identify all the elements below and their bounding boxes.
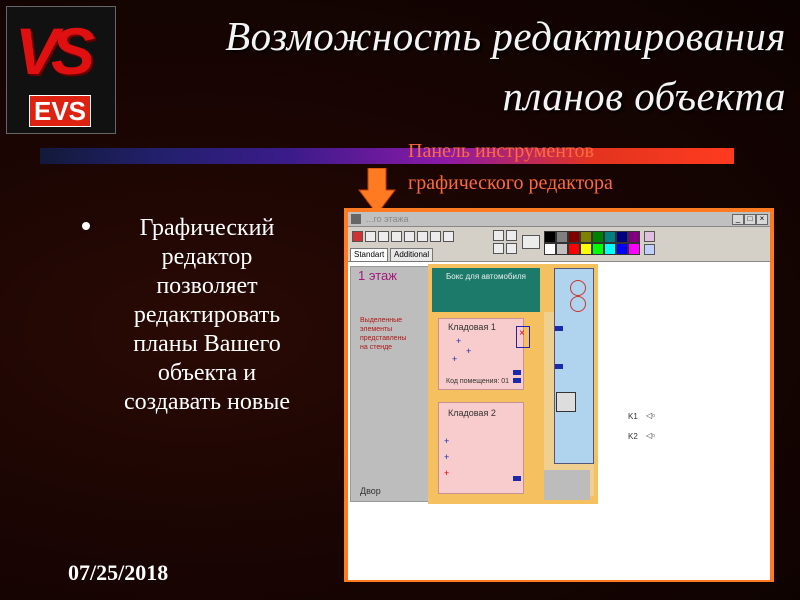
fill-rect-tool-icon[interactable] — [391, 231, 402, 242]
slide-title-line1: Возможность редактирования — [225, 13, 786, 59]
bullet-line: создавать новые — [124, 389, 290, 415]
bullet-line: позволяет — [156, 273, 258, 299]
close-button[interactable]: × — [756, 214, 768, 225]
selected-note — [360, 316, 406, 352]
yard-label: Двор — [360, 486, 381, 496]
tab-standart[interactable]: Standart — [350, 248, 388, 262]
color-preview-icon[interactable] — [522, 235, 540, 249]
zoom-tool-icon[interactable] — [493, 230, 504, 241]
garage-door — [532, 268, 540, 312]
app-icon — [351, 214, 361, 224]
vs-logo-mark: VS — [15, 14, 88, 88]
speaker-icon: ◁▫ — [646, 431, 655, 440]
palette-swatch[interactable] — [592, 231, 604, 243]
floor-label: 1 этаж — [358, 268, 397, 283]
properties-icon[interactable] — [644, 244, 655, 255]
bullet-line: планы Вашего — [133, 331, 281, 357]
circle-fixture — [570, 280, 586, 296]
palette-swatch[interactable] — [556, 243, 568, 255]
note-line: представлены — [360, 335, 407, 342]
device-marker[interactable] — [555, 364, 563, 369]
grid-toggle-icon[interactable] — [506, 230, 517, 241]
palette-swatch[interactable] — [568, 231, 580, 243]
palette-swatch[interactable] — [628, 231, 640, 243]
palette-swatch[interactable] — [616, 243, 628, 255]
palette-swatch[interactable] — [580, 243, 592, 255]
grid-tool-icon[interactable] — [430, 231, 441, 242]
rect-tool-icon[interactable] — [378, 231, 389, 242]
ellipse-tool-icon[interactable] — [404, 231, 415, 242]
editor-toolbar — [348, 227, 770, 262]
palette-swatch[interactable] — [604, 231, 616, 243]
device-marker[interactable] — [513, 378, 521, 383]
bullet-line: редактор — [161, 244, 253, 270]
bullet-dot-icon — [82, 222, 90, 230]
sensor-icon: + — [452, 354, 458, 364]
bullet-line: объекта и — [157, 360, 257, 386]
device-marker[interactable] — [513, 370, 521, 375]
tab-additional[interactable]: Additional — [390, 248, 433, 262]
gradient-stripe — [40, 148, 734, 164]
yard-area — [350, 266, 430, 502]
bullet-line: редактировать — [133, 302, 281, 328]
logo-text: EVS — [29, 95, 91, 127]
device-marker[interactable] — [555, 326, 563, 331]
editor-window-title: ...го этажа — [366, 214, 409, 224]
note-line: на стенде — [360, 344, 393, 351]
storeroom-1-code: Код помещения: 01 — [446, 378, 510, 385]
sensor-icon: + — [444, 452, 450, 462]
palette-swatch[interactable] — [580, 231, 592, 243]
floor-plan-canvas[interactable] — [348, 262, 770, 580]
editor-title-bar — [348, 212, 770, 227]
sensor-icon: + — [444, 468, 450, 478]
k1-label: K1 — [628, 412, 638, 421]
note-line: элементы — [360, 326, 393, 333]
maximize-button[interactable]: □ — [744, 214, 756, 225]
storeroom-1-label: Кладовая 1 — [448, 322, 496, 332]
sensor-icon: + — [466, 346, 472, 356]
delete-tool-icon[interactable] — [506, 243, 517, 254]
stair-block — [544, 470, 590, 500]
evs-logo — [6, 6, 116, 134]
storeroom-2-label: Кладовая 2 — [448, 408, 496, 418]
sensor-icon: + — [444, 436, 450, 446]
slide-date: 07/25/2018 — [68, 560, 169, 585]
text-size-icon[interactable] — [493, 243, 504, 254]
minimize-button[interactable]: _ — [732, 214, 744, 225]
speaker-icon: ◁▫ — [646, 411, 655, 420]
bullet-item — [66, 214, 316, 417]
editor-screenshot — [344, 208, 774, 582]
bullet-line: Графический — [139, 215, 275, 241]
palette-swatch[interactable] — [568, 243, 580, 255]
palette-swatch[interactable] — [616, 231, 628, 243]
square-tool-icon[interactable] — [417, 231, 428, 242]
device-marker[interactable] — [513, 476, 521, 481]
palette-swatch[interactable] — [628, 243, 640, 255]
device-cross-icon: × — [519, 328, 525, 339]
circle-fixture — [570, 296, 586, 312]
toolbar-caption-line2: графического редактора — [408, 172, 613, 194]
toolbar-caption-line1: Панель инструментов — [408, 140, 594, 162]
palette-swatch[interactable] — [604, 243, 616, 255]
line-tool-icon[interactable] — [365, 231, 376, 242]
palette-swatch[interactable] — [556, 231, 568, 243]
utility-box — [556, 392, 576, 412]
color-palette — [544, 231, 644, 259]
garage-label: Бокс для автомобиля — [446, 272, 526, 281]
k2-label: K2 — [628, 432, 638, 441]
palette-swatch[interactable] — [592, 243, 604, 255]
sensor-icon: + — [456, 336, 462, 346]
palette-swatch[interactable] — [544, 231, 556, 243]
slide-title-line2: планов объекта — [502, 73, 786, 119]
palette-swatch[interactable] — [544, 243, 556, 255]
note-line: Выделенные — [360, 317, 403, 324]
text-tool-icon[interactable] — [352, 231, 363, 242]
polygon-tool-icon[interactable] — [443, 231, 454, 242]
layer-icon[interactable] — [644, 231, 655, 242]
